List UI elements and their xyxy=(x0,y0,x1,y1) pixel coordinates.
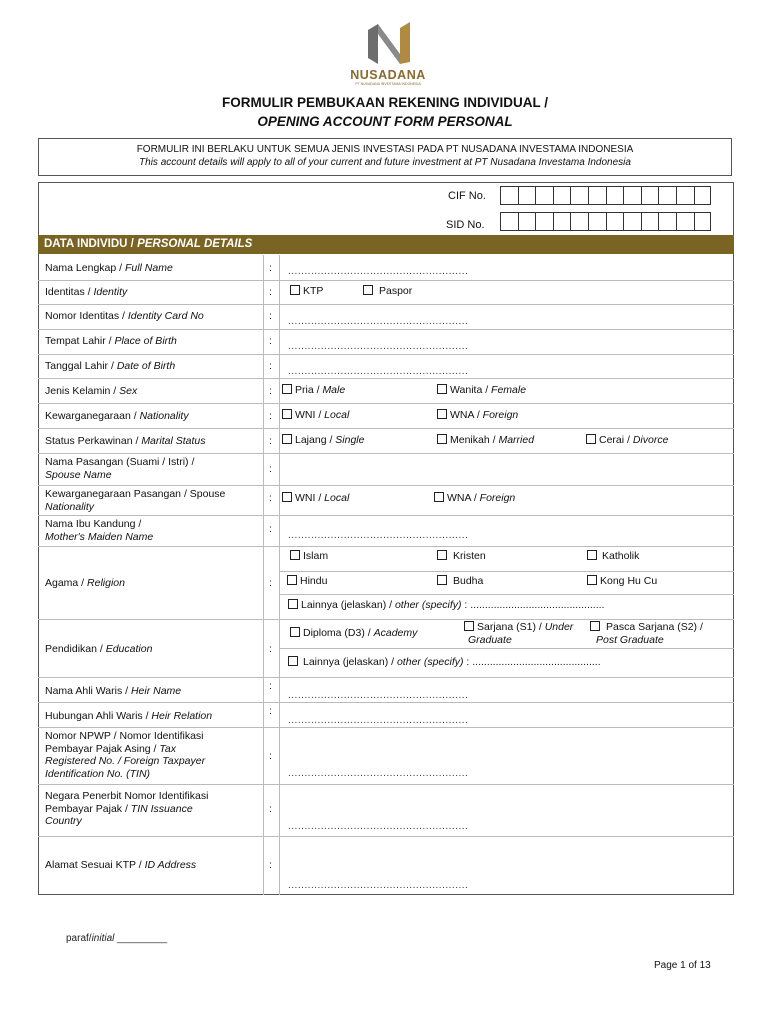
colon: : xyxy=(269,705,272,717)
colon: : xyxy=(269,410,272,422)
checkbox-icon[interactable] xyxy=(587,550,597,560)
row-divider xyxy=(38,836,734,837)
education-postgraduate-option[interactable]: Pasca Sarjana (S2) / Post Graduate xyxy=(590,621,703,646)
colon: : xyxy=(269,577,272,589)
colon: : xyxy=(269,750,272,762)
checkbox-icon[interactable] xyxy=(437,434,447,444)
tax-number-input[interactable]: ....................................................... xyxy=(288,768,469,779)
column-divider xyxy=(263,255,264,895)
row-divider xyxy=(38,329,734,330)
checkbox-icon[interactable] xyxy=(282,434,292,444)
id-card-label: Nomor Identitas / Identity Card No xyxy=(45,310,204,322)
education-label: Pendidikan / Education xyxy=(45,643,153,655)
checkbox-icon[interactable] xyxy=(288,599,298,609)
checkbox-icon[interactable] xyxy=(290,285,300,295)
colon: : xyxy=(269,286,272,298)
checkbox-icon[interactable] xyxy=(437,550,447,560)
row-divider xyxy=(279,594,734,595)
row-divider xyxy=(38,702,734,703)
row-divider xyxy=(38,727,734,728)
mother-name-label: Nama Ibu Kandung / Mother's Maiden Name xyxy=(45,518,154,543)
identity-ktp-option[interactable]: KTP xyxy=(290,285,323,297)
checkbox-icon[interactable] xyxy=(586,434,596,444)
address-input[interactable]: ....................................................... xyxy=(288,880,469,891)
checkbox-icon[interactable] xyxy=(282,409,292,419)
checkbox-icon[interactable] xyxy=(282,384,292,394)
colon: : xyxy=(269,262,272,274)
colon: : xyxy=(269,643,272,655)
initial-field[interactable]: paraf/initial _________ xyxy=(66,933,168,944)
row-divider xyxy=(38,304,734,305)
nationality-local-option[interactable]: WNI / Local xyxy=(282,409,349,421)
brand-subtitle: PT NUSADANA INVESTAMA INDONESIA xyxy=(355,82,421,86)
form-title-english: OPENING ACCOUNT FORM PERSONAL xyxy=(257,114,513,129)
spouse-name-label: Nama Pasangan (Suami / Istri) / Spouse Name xyxy=(45,456,195,481)
nusadana-logo-icon xyxy=(364,18,414,68)
checkbox-icon[interactable] xyxy=(437,409,447,419)
education-other-option[interactable]: Lainnya (jelaskan) / other (specify) : ............................................ xyxy=(288,656,601,668)
sex-male-option[interactable]: Pria / Male xyxy=(282,384,345,396)
religion-label: Agama / Religion xyxy=(45,577,125,589)
notice-text: FORMULIR INI BERLAKU UNTUK SEMUA JENIS INVESTASI PADA PT NUSADANA INVESTAMA INDONESIA xyxy=(136,144,634,155)
spouse-local-option[interactable]: WNI / Local xyxy=(282,492,349,504)
religion-hindu-option[interactable]: Hindu xyxy=(287,575,327,587)
identity-passport-option[interactable]: Paspor xyxy=(363,285,412,297)
row-divider xyxy=(38,546,734,547)
row-divider xyxy=(38,403,734,404)
row-divider xyxy=(38,354,734,355)
spouse-foreign-option[interactable]: WNA / Foreign xyxy=(434,492,515,504)
checkbox-icon[interactable] xyxy=(437,384,447,394)
birth-date-label: Tanggal Lahir / Date of Birth xyxy=(45,360,176,372)
id-card-input[interactable]: ....................................................... xyxy=(288,316,469,327)
row-divider xyxy=(38,515,734,516)
birth-place-label: Tempat Lahir / Place of Birth xyxy=(45,335,177,347)
religion-kristen-option[interactable]: Kristen xyxy=(437,550,486,562)
full-name-input[interactable]: ....................................................... xyxy=(288,266,469,277)
tin-country-input[interactable]: ....................................................... xyxy=(288,821,469,832)
row-divider xyxy=(38,485,734,486)
sid-number-input[interactable] xyxy=(500,212,711,231)
tin-country-label: Negara Penerbit Nomor Identifikasi Pembayar Pajak / TIN Issuance Country xyxy=(45,790,209,827)
row-divider xyxy=(38,784,734,785)
colon: : xyxy=(269,310,272,322)
religion-other-option[interactable]: Lainnya (jelaskan) / other (specify) : .............................................. xyxy=(288,599,604,611)
colon: : xyxy=(269,435,272,447)
row-divider xyxy=(38,428,734,429)
colon: : xyxy=(269,463,272,475)
cif-label: CIF No. xyxy=(448,190,486,202)
checkbox-icon[interactable] xyxy=(287,575,297,585)
row-divider xyxy=(38,378,734,379)
full-name-label: Nama Lengkap / Full Name xyxy=(45,262,173,274)
colon: : xyxy=(269,492,272,504)
address-label: Alamat Sesuai KTP / ID Address xyxy=(45,859,197,871)
cif-number-input[interactable] xyxy=(500,186,711,205)
form-title: FORMULIR PEMBUKAAN REKENING INDIVIDUAL / xyxy=(221,95,548,110)
religion-budha-option[interactable]: Budha xyxy=(437,575,483,587)
religion-konghucu-option[interactable]: Kong Hu Cu xyxy=(587,575,657,587)
colon: : xyxy=(269,680,272,692)
colon: : xyxy=(269,335,272,347)
sex-female-option[interactable]: Wanita / Female xyxy=(437,384,526,396)
education-diploma-option[interactable]: Diploma (D3) / Academy xyxy=(290,627,417,639)
checkbox-icon[interactable] xyxy=(290,550,300,560)
colon: : xyxy=(269,859,272,871)
religion-islam-option[interactable]: Islam xyxy=(290,550,328,562)
checkbox-icon[interactable] xyxy=(363,285,373,295)
nationality-foreign-option[interactable]: WNA / Foreign xyxy=(437,409,518,421)
checkbox-icon[interactable] xyxy=(288,656,298,666)
colon: : xyxy=(269,803,272,815)
brand-name: NUSADANA xyxy=(350,68,426,82)
identity-label: Identitas / Identity xyxy=(45,286,128,298)
colon: : xyxy=(269,523,272,535)
colon: : xyxy=(269,360,272,372)
row-divider xyxy=(38,677,734,678)
row-divider xyxy=(38,453,734,454)
section-title: DATA INDIVIDU / xyxy=(44,238,138,250)
sid-label: SID No. xyxy=(446,219,485,231)
checkbox-icon[interactable] xyxy=(282,492,292,502)
column-divider xyxy=(279,255,280,895)
tax-number-label: Nomor NPWP / Nomor Identifikasi Pembayar Pajak Asing / Tax Registered No. / Foreign Taxpayer Identification No. (TIN) xyxy=(45,730,206,780)
checkbox-icon[interactable] xyxy=(587,575,597,585)
applicability-notice xyxy=(38,138,732,176)
checkbox-icon[interactable] xyxy=(437,575,447,585)
marital-single-option[interactable]: Lajang / Single xyxy=(282,434,365,446)
birth-date-input[interactable]: ....................................................... xyxy=(288,366,469,377)
section-title-english: PERSONAL DETAILS xyxy=(137,238,253,250)
row-divider xyxy=(279,648,734,649)
heir-relation-label: Hubungan Ahli Waris / Heir Relation xyxy=(45,710,213,722)
notice-text-english: This account details will apply to all of your current and future investment at PT Nusadana Investama Indonesia xyxy=(139,157,631,168)
sex-label: Jenis Kelamin / Sex xyxy=(45,385,138,397)
spouse-nationality-label: Kewarganegaraan Pasangan / Spouse Nationality xyxy=(45,488,226,513)
row-divider xyxy=(38,619,734,620)
mother-name-input[interactable]: ....................................................... xyxy=(288,530,469,541)
checkbox-icon[interactable] xyxy=(590,621,600,631)
nationality-label: Kewarganegaraan / Nationality xyxy=(45,410,189,422)
heir-relation-input[interactable]: ....................................................... xyxy=(288,715,469,726)
row-divider xyxy=(38,280,734,281)
page-number: Page 1 of 13 xyxy=(654,960,711,971)
religion-katholik-option[interactable]: Katholik xyxy=(587,550,639,562)
checkbox-icon[interactable] xyxy=(464,621,474,631)
checkbox-icon[interactable] xyxy=(434,492,444,502)
marital-married-option[interactable]: Menikah / Married xyxy=(437,434,534,446)
education-bachelor-option[interactable]: Sarjana (S1) / Under Graduate xyxy=(464,621,573,646)
heir-name-label: Nama Ahli Waris / Heir Name xyxy=(45,685,182,697)
marital-divorce-option[interactable]: Cerai / Divorce xyxy=(586,434,668,446)
checkbox-icon[interactable] xyxy=(290,627,300,637)
section-header xyxy=(38,235,734,254)
colon: : xyxy=(269,385,272,397)
row-divider xyxy=(279,571,734,572)
marital-status-label: Status Perkawinan / Marital Status xyxy=(45,435,206,447)
birth-place-input[interactable]: ....................................................... xyxy=(288,341,469,352)
heir-name-input[interactable]: ....................................................... xyxy=(288,690,469,701)
